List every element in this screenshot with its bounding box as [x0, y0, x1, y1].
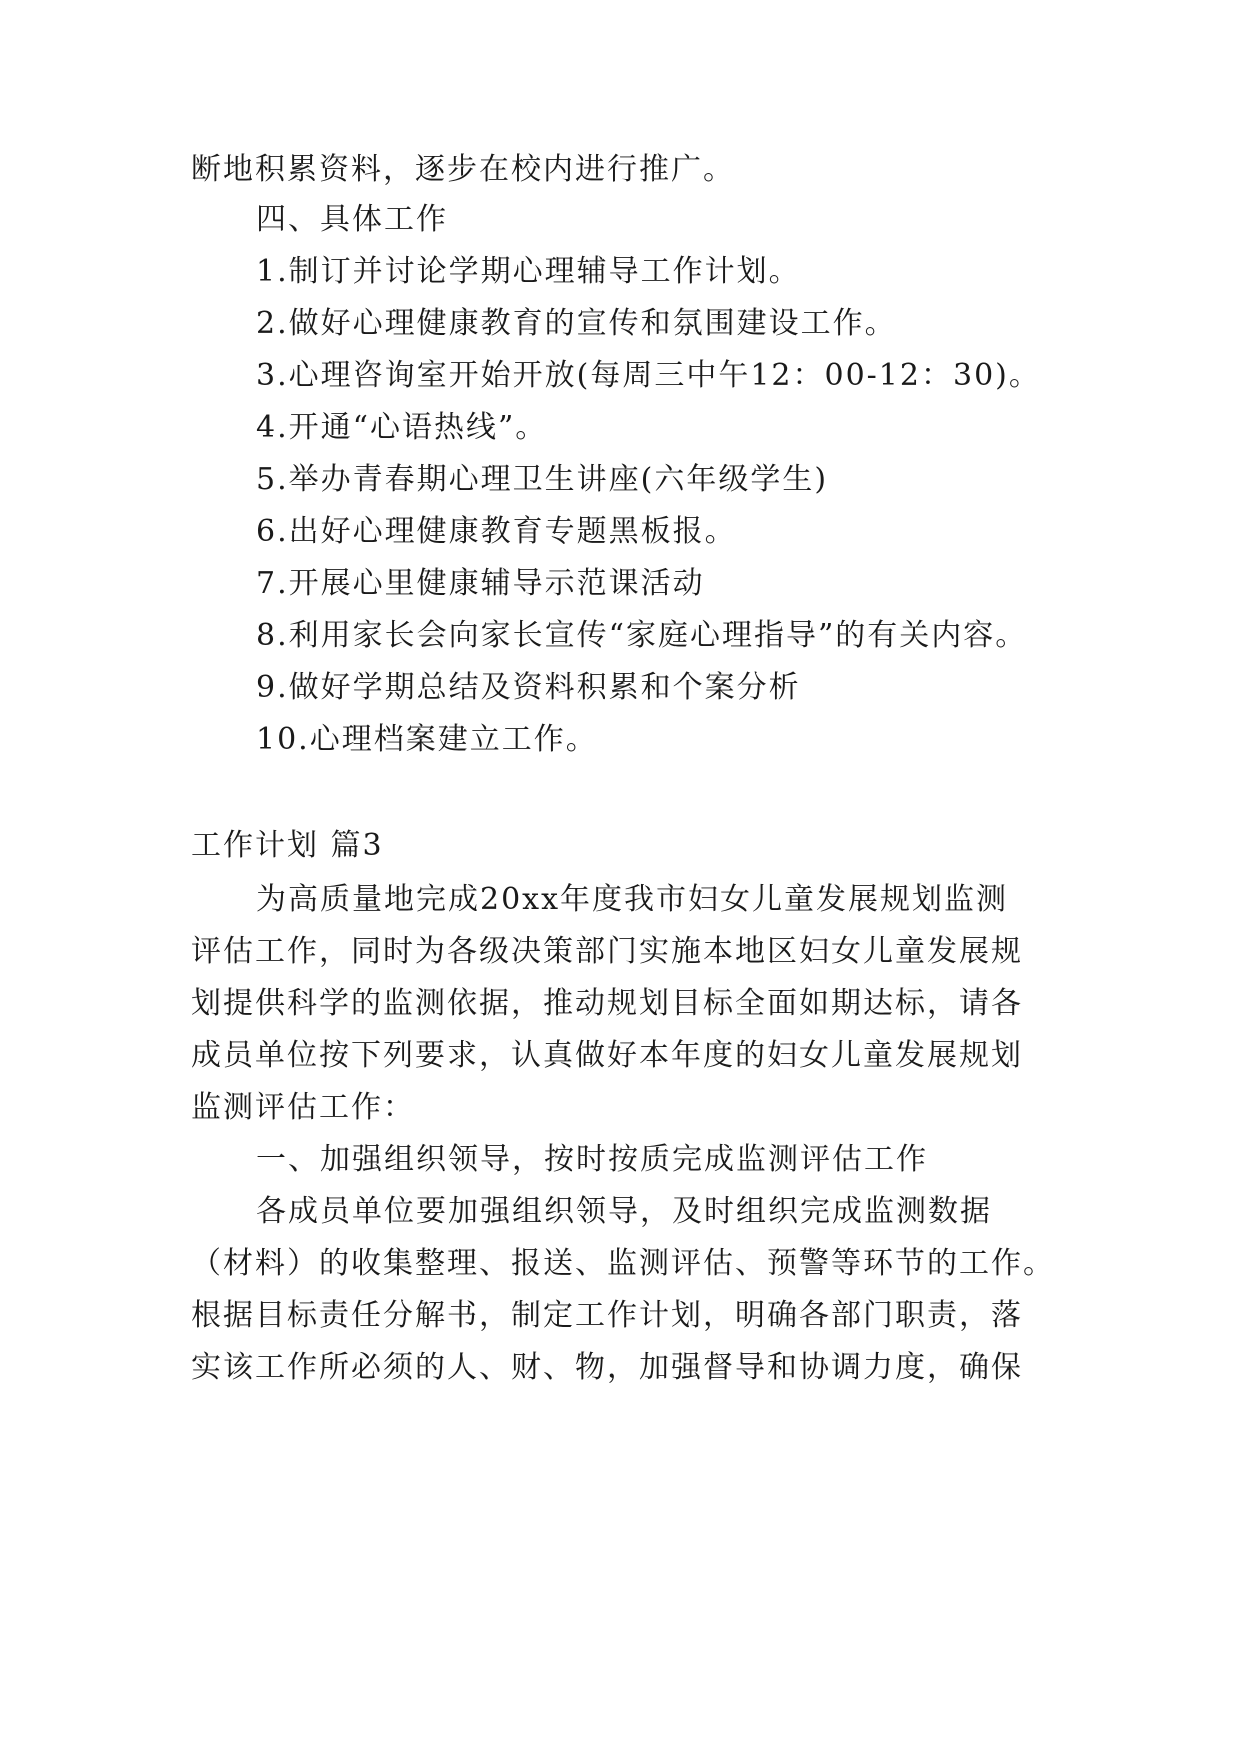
paragraph-line: 监测评估工作： — [191, 1090, 415, 1125]
section-title-part3: 工作计划 篇3 — [191, 828, 384, 863]
paragraph-continuation: 断地积累资料，逐步在校内进行推广。 — [191, 152, 735, 187]
section-heading-four: 四、具体工作 — [256, 202, 448, 237]
paragraph-line: （材料）的收集整理、报送、监测评估、预警等环节的工作。 — [191, 1246, 1055, 1281]
list-item: 4.开通“心语热线”。 — [256, 410, 548, 445]
list-item: 10.心理档案建立工作。 — [256, 722, 598, 757]
list-item: 2.做好心理健康教育的宣传和氛围建设工作。 — [256, 306, 897, 341]
section-heading-one: 一、加强组织领导，按时按质完成监测评估工作 — [256, 1142, 928, 1177]
paragraph-line: 实该工作所必须的人、财、物，加强督导和协调力度，确保 — [191, 1350, 1023, 1385]
paragraph-line: 各成员单位要加强组织领导，及时组织完成监测数据 — [256, 1194, 992, 1229]
list-item: 1.制订并讨论学期心理辅导工作计划。 — [256, 254, 801, 289]
paragraph-line: 为高质量地完成20xx年度我市妇女儿童发展规划监测 — [256, 882, 1009, 917]
list-item: 9.做好学期总结及资料积累和个案分析 — [256, 670, 801, 705]
list-item: 6.出好心理健康教育专题黑板报。 — [256, 514, 737, 549]
list-item: 7.开展心里健康辅导示范课活动 — [256, 566, 705, 601]
paragraph-line: 评估工作，同时为各级决策部门实施本地区妇女儿童发展规 — [191, 934, 1023, 969]
paragraph-line: 成员单位按下列要求，认真做好本年度的妇女儿童发展规划 — [191, 1038, 1023, 1073]
list-item: 3.心理咨询室开始开放(每周三中午12：00-12：30)。 — [256, 358, 1041, 393]
paragraph-line: 根据目标责任分解书，制定工作计划，明确各部门职责，落 — [191, 1298, 1023, 1333]
list-item: 8.利用家长会向家长宣传“家庭心理指导”的有关内容。 — [256, 618, 1028, 653]
paragraph-line: 划提供科学的监测依据，推动规划目标全面如期达标，请各 — [191, 986, 1023, 1021]
list-item: 5.举办青春期心理卫生讲座(六年级学生) — [256, 462, 829, 497]
